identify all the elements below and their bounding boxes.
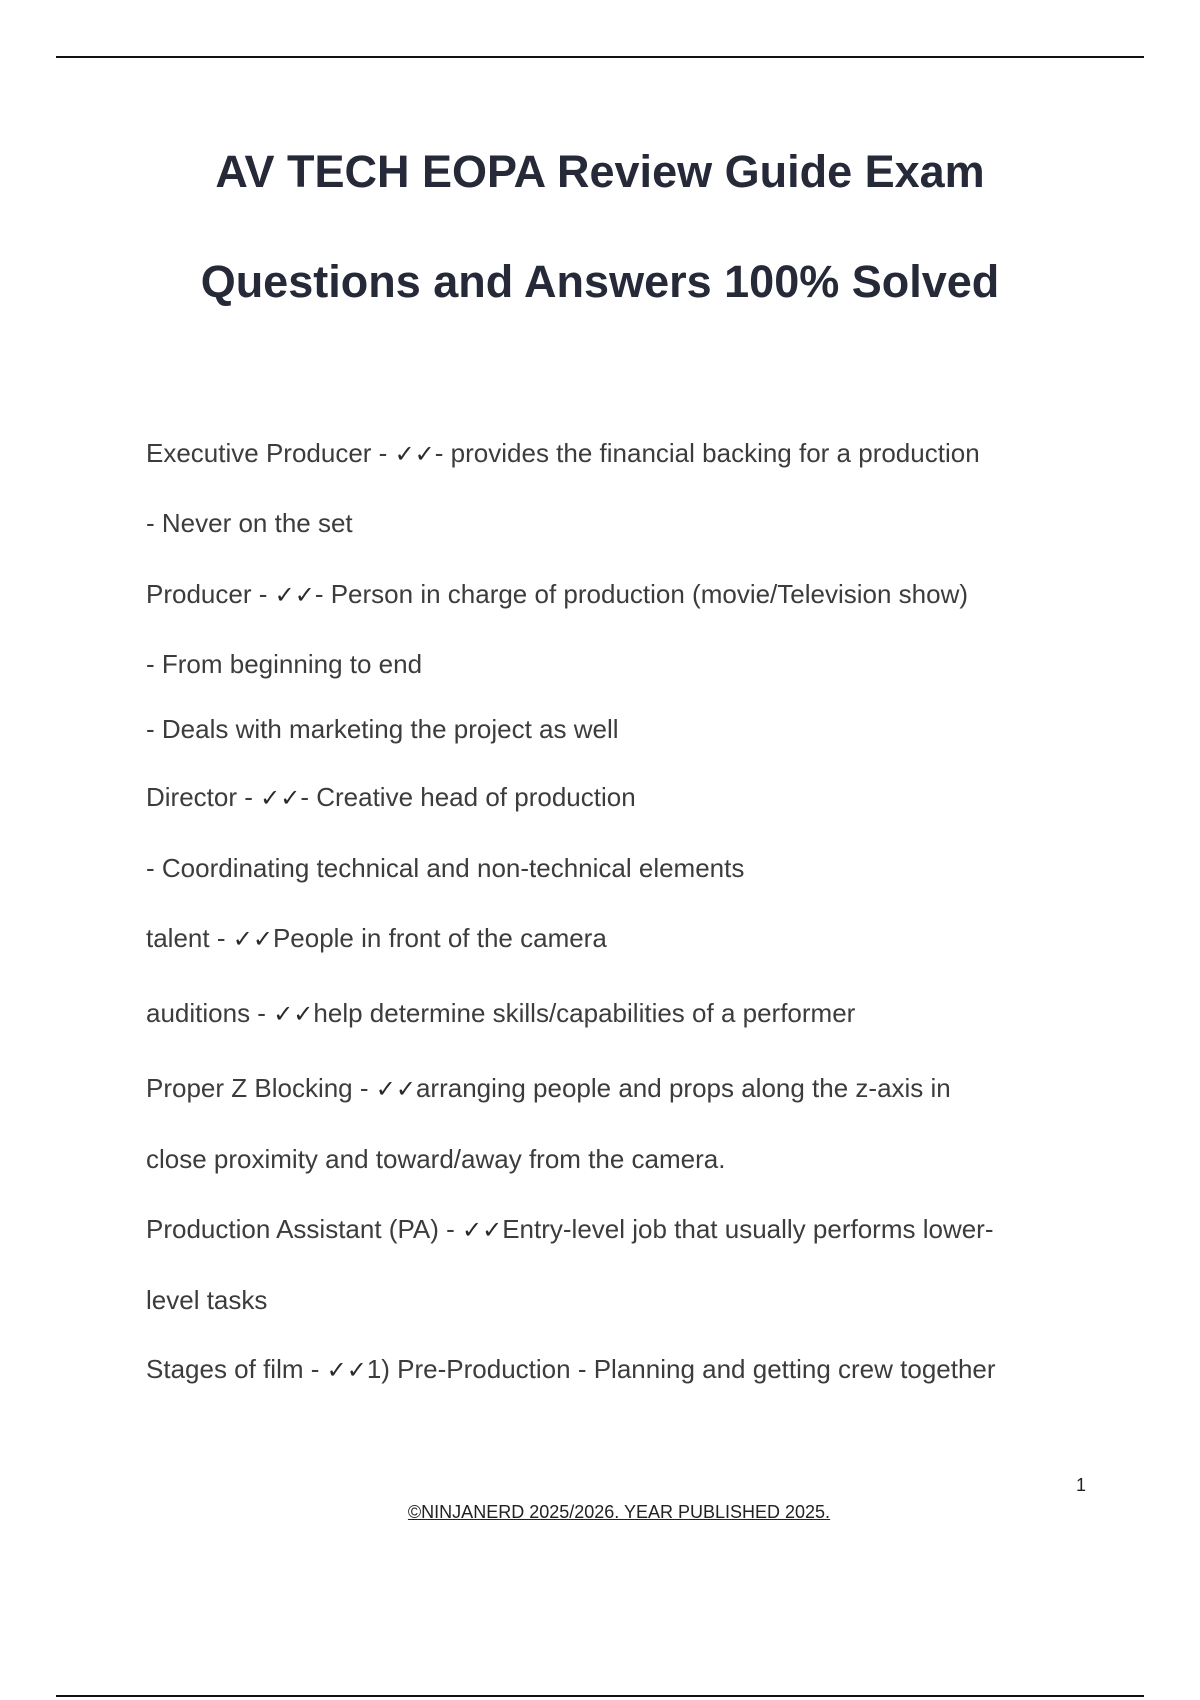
entry-term: Executive Producer - <box>146 438 395 468</box>
entry-stages-of-film <box>146 1354 996 1385</box>
entry-text: - From beginning to end <box>146 649 423 679</box>
entry-definition: help determine skills/capabilities of a performer <box>313 998 856 1028</box>
entry-text: close proximity and toward/away from the camera. <box>146 1144 726 1174</box>
double-check-icon: ✓✓ <box>375 1075 416 1103</box>
entry-definition: - Creative head of production <box>300 782 636 812</box>
footer-copyright: ©NINJANERD 2025/2026. YEAR PUBLISHED 2025. <box>407 1502 831 1522</box>
double-check-icon: ✓✓ <box>326 1356 367 1384</box>
double-check-icon: ✓✓ <box>394 440 435 468</box>
page-number: 1 <box>1076 1475 1087 1495</box>
double-check-icon: ✓✓ <box>274 581 315 609</box>
entry-definition: - Person in charge of production (movie/Television show) <box>314 579 969 609</box>
double-check-icon: ✓✓ <box>260 784 301 812</box>
double-check-icon: ✓✓ <box>461 1216 503 1244</box>
top-rule <box>56 56 1144 58</box>
bottom-rule <box>56 1695 1144 1697</box>
entry-definition: People in front of the camera <box>272 923 607 953</box>
entry-proper-z-blocking <box>146 1073 951 1104</box>
entry-continuation <box>146 1285 267 1316</box>
entry-term: Proper Z Blocking - <box>146 1073 376 1103</box>
document-title-line-2: Questions and Answers 100% Solved <box>200 256 1000 307</box>
entry-text: level tasks <box>146 1285 268 1315</box>
entry-text: - Never on the set <box>146 508 353 538</box>
entry-definition: arranging people and props along the z-axis in <box>415 1073 951 1103</box>
entry-producer <box>146 579 968 610</box>
entry-continuation <box>146 508 353 539</box>
entry-production-assistant <box>146 1214 994 1245</box>
entry-continuation <box>146 1144 725 1175</box>
entry-definition: 1) Pre-Production - Planning and getting crew together <box>366 1354 996 1384</box>
entry-definition: - provides the financial backing for a production <box>434 438 980 468</box>
entry-term: Stages of film - <box>146 1354 327 1384</box>
entry-talent <box>146 923 607 954</box>
entry-term: auditions - <box>146 998 274 1028</box>
entry-executive-producer <box>146 438 980 469</box>
entry-continuation <box>146 649 422 680</box>
document-title-line-1: AV TECH EOPA Review Guide Exam <box>215 146 985 197</box>
entry-continuation <box>146 853 744 884</box>
entry-term: Producer - <box>146 579 275 609</box>
double-check-icon: ✓✓ <box>273 1000 314 1028</box>
entry-term: Production Assistant (PA) - <box>146 1214 462 1244</box>
entry-term: Director - <box>146 782 261 812</box>
entry-text: - Deals with marketing the project as well <box>146 714 619 744</box>
entry-term: talent - <box>146 923 233 953</box>
entry-auditions <box>146 998 855 1029</box>
double-check-icon: ✓✓ <box>232 925 273 953</box>
entry-text: - Coordinating technical and non-technical elements <box>146 853 745 883</box>
entry-continuation <box>146 714 619 745</box>
entry-director <box>146 782 636 813</box>
entry-definition: Entry-level job that usually performs lower- <box>502 1214 994 1244</box>
